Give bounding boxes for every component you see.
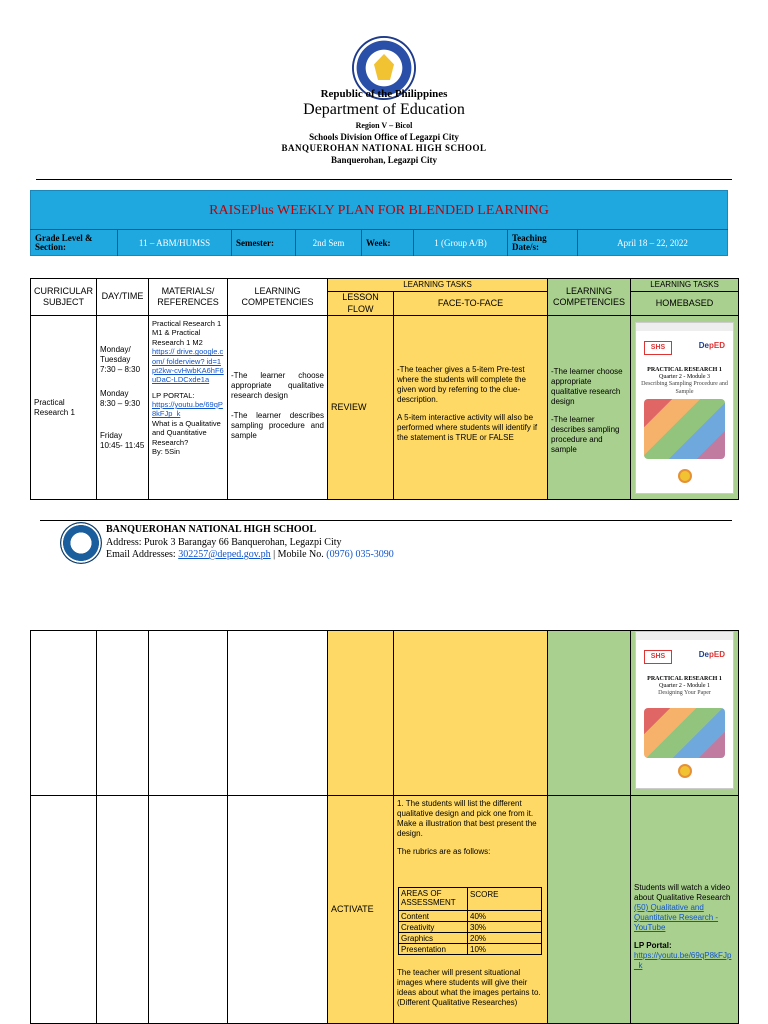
rubric-intro: The rubrics are as follows:	[397, 847, 491, 856]
lp-portal-link[interactable]: https://youtu.be/69qP8kFJp_k	[152, 400, 223, 419]
week-value: 1 (Group A/B)	[413, 230, 507, 256]
lp-portal-label: LP PORTAL:	[152, 390, 195, 400]
activate-cell	[327, 795, 394, 1024]
p2-lesson-flow-cell	[327, 630, 394, 796]
sun-logo-icon	[678, 469, 692, 483]
p2-competency-cell	[227, 630, 328, 796]
video-by: By: 5Sin	[152, 446, 180, 456]
competency-cell-2	[547, 315, 631, 500]
rubric-row-label: Creativity	[398, 921, 468, 933]
plan-title: RAISEPlus WEEKLY PLAN FOR BLENDED LEARNING	[209, 203, 549, 218]
footer-contact: Email Addresses: 302257@deped.gov.ph | Mobile No. (0976) 035-3090	[106, 549, 394, 560]
footer-school: BANQUEROHAN NATIONAL HIGH SCHOOL	[106, 524, 317, 535]
p2-competency-cell-4	[547, 795, 631, 1024]
activate-task-2: The teacher will present situational images where students will give their ideas about what the images pertains to. (Different Qualitative Researches)	[397, 968, 541, 1007]
grade-value: 11 – ABM/HUMSS	[117, 230, 231, 256]
p2-subject-cell-2	[30, 795, 97, 1024]
activate-task-1: 1. The students will list the different qualitative design and pick one from it. Make a illustration that best present the design.	[397, 799, 537, 838]
lesson-flow-activate: ACTIVATE	[331, 903, 374, 914]
rubric-row-label: Graphics	[398, 932, 468, 944]
homebased-portal-label: LP Portal:	[634, 941, 672, 950]
th-homebased: HOMEBASED	[630, 291, 739, 316]
footer-address: Address: Purok 3 Barangay 66 Banquerohan, Legazpi City	[106, 537, 342, 548]
competency-1: -The learner choose appropriate qualitative research design	[231, 371, 324, 400]
deped-logo-icon: DepED	[698, 341, 725, 350]
teaching-value: April 18 – 22, 2022	[577, 230, 727, 256]
semester-value: 2nd Sem	[295, 230, 361, 256]
rubric-head-score: SCORE	[467, 887, 542, 911]
lesson-flow-review: REVIEW	[331, 401, 367, 412]
competency-cell	[227, 315, 328, 500]
th-lesson-flow: LESSON FLOW	[327, 291, 394, 316]
footer-email-link[interactable]: 302257@deped.gov.ph	[178, 549, 271, 560]
footer-divider	[40, 520, 732, 521]
materials-text: Practical Research 1 M1 & Practical Research 1 M2	[152, 319, 222, 347]
p2-competency-cell-2	[547, 630, 631, 796]
cover-2-titles: PRACTICAL RESEARCH 1 Quarter 2 - Module 1 Designing Your Paper	[647, 676, 722, 697]
th-curricular: CURRICULAR SUBJECT	[30, 278, 97, 316]
lesson-flow-cell	[327, 315, 394, 500]
header-divider	[36, 179, 732, 180]
time-slot-3: Friday 10:45- 11:45	[100, 431, 145, 450]
semester-label: Semester:	[231, 230, 295, 256]
th-face-to-face: FACE-TO-FACE	[393, 291, 548, 316]
time-slot-1: Monday/ Tuesday 7:30 – 8:30	[100, 345, 141, 374]
module-cover-1	[635, 322, 734, 494]
rubric-head-area: AREAS OF ASSESSMENT	[398, 887, 468, 911]
p2-homebased-cell	[630, 630, 739, 796]
time-slot-2: Monday 8:30 – 9:30	[100, 389, 141, 408]
sun-logo-icon	[678, 764, 692, 778]
rubric-row-score: 30%	[467, 921, 542, 933]
th-learning-tasks: LEARNING TASKS	[327, 278, 548, 292]
rubric-row-score: 10%	[467, 943, 542, 955]
th-competencies-2: LEARNING COMPETENCIES	[547, 278, 631, 316]
homebased-video-text: Students will watch a video about Qualitative Research (50) Qualitative and Quantitative Research - YouTube	[634, 883, 731, 932]
school-line: BANQUEROHAN NATIONAL HIGH SCHOOL	[281, 143, 487, 153]
p2-subject-cell	[30, 630, 97, 796]
school-seal-icon	[60, 522, 102, 564]
cover-1-titles: PRACTICAL RESEARCH 1 Quarter 2 - Module 3 Describing Sampling Procedure and Sample	[641, 367, 728, 395]
video-title: What is a Qualitative and Quantitative Research?	[152, 418, 221, 447]
week-label: Week:	[361, 230, 413, 256]
th-learning-tasks-2: LEARNING TASKS	[630, 278, 739, 292]
p2-materials-cell	[148, 630, 228, 796]
deped-logo-icon: DepED	[698, 650, 725, 659]
p2-materials-cell-2	[148, 795, 228, 1024]
module-cover-2	[635, 631, 734, 789]
th-materials: MATERIALS/ REFERENCES	[148, 278, 228, 316]
shs-logo-icon: SHS	[644, 341, 672, 355]
th-daytime: DAY/TIME	[96, 278, 149, 316]
daytime-cell	[96, 315, 149, 500]
homebased-portal-link[interactable]: https://youtu.be/69qP8kFJp_k	[634, 951, 732, 970]
department-title: Department of Education	[303, 101, 465, 118]
rubric-row-label: Presentation	[398, 943, 468, 955]
p2-daytime-cell-2	[96, 795, 149, 1024]
cover-illustration	[644, 399, 725, 459]
rubric-row-score: 40%	[467, 910, 542, 922]
address-line: Banquerohan, Legazpi City	[330, 155, 438, 165]
rubric-row-score: 20%	[467, 932, 542, 944]
f2f-text-1: -The teacher gives a 5-item Pre-test where the students will complete the given word by referring to the clue-description.	[397, 365, 526, 404]
competency-3: -The learner choose appropriate qualitative research design	[551, 367, 623, 406]
homebased-cell	[630, 315, 739, 500]
subject-cell	[30, 315, 97, 500]
teaching-label: Teaching Date/s:	[507, 230, 577, 256]
subject-text: Practical Research 1	[34, 397, 75, 417]
p2-daytime-cell	[96, 630, 149, 796]
region-line: Region V – Bicol	[355, 121, 413, 130]
youtube-link[interactable]: (50) Qualitative and Quantitative Research - YouTube	[634, 903, 719, 932]
f2f-cell	[393, 315, 548, 500]
p2-f2f-cell	[393, 630, 548, 796]
shs-logo-icon: SHS	[644, 650, 672, 664]
competency-2: -The learner describes sampling procedure and sample	[231, 411, 324, 440]
th-competencies: LEARNING COMPETENCIES	[227, 278, 328, 316]
competency-4: -The learner describes sampling procedure and sample	[551, 415, 620, 454]
republic-line: Republic of the Philippines	[320, 88, 448, 100]
division-line: Schools Division Office of Legazpi City	[309, 132, 459, 142]
activate-homebased-cell	[630, 795, 739, 1024]
grade-label: Grade Level & Section:	[35, 232, 93, 252]
p2-competency-cell-3	[227, 795, 328, 1024]
cover-illustration	[644, 708, 725, 758]
materials-link[interactable]: https:// drive.google.com/ folderview? id=1pt2kw-cvHwbKA6hF6uDaC-LDCxde1a	[152, 347, 224, 385]
rubric-row-label: Content	[398, 910, 468, 922]
f2f-text-2: A 5-item interactive activity will also be performed where students will identify if the statement is TRUE or FALSE	[397, 413, 538, 442]
materials-cell	[148, 315, 228, 500]
